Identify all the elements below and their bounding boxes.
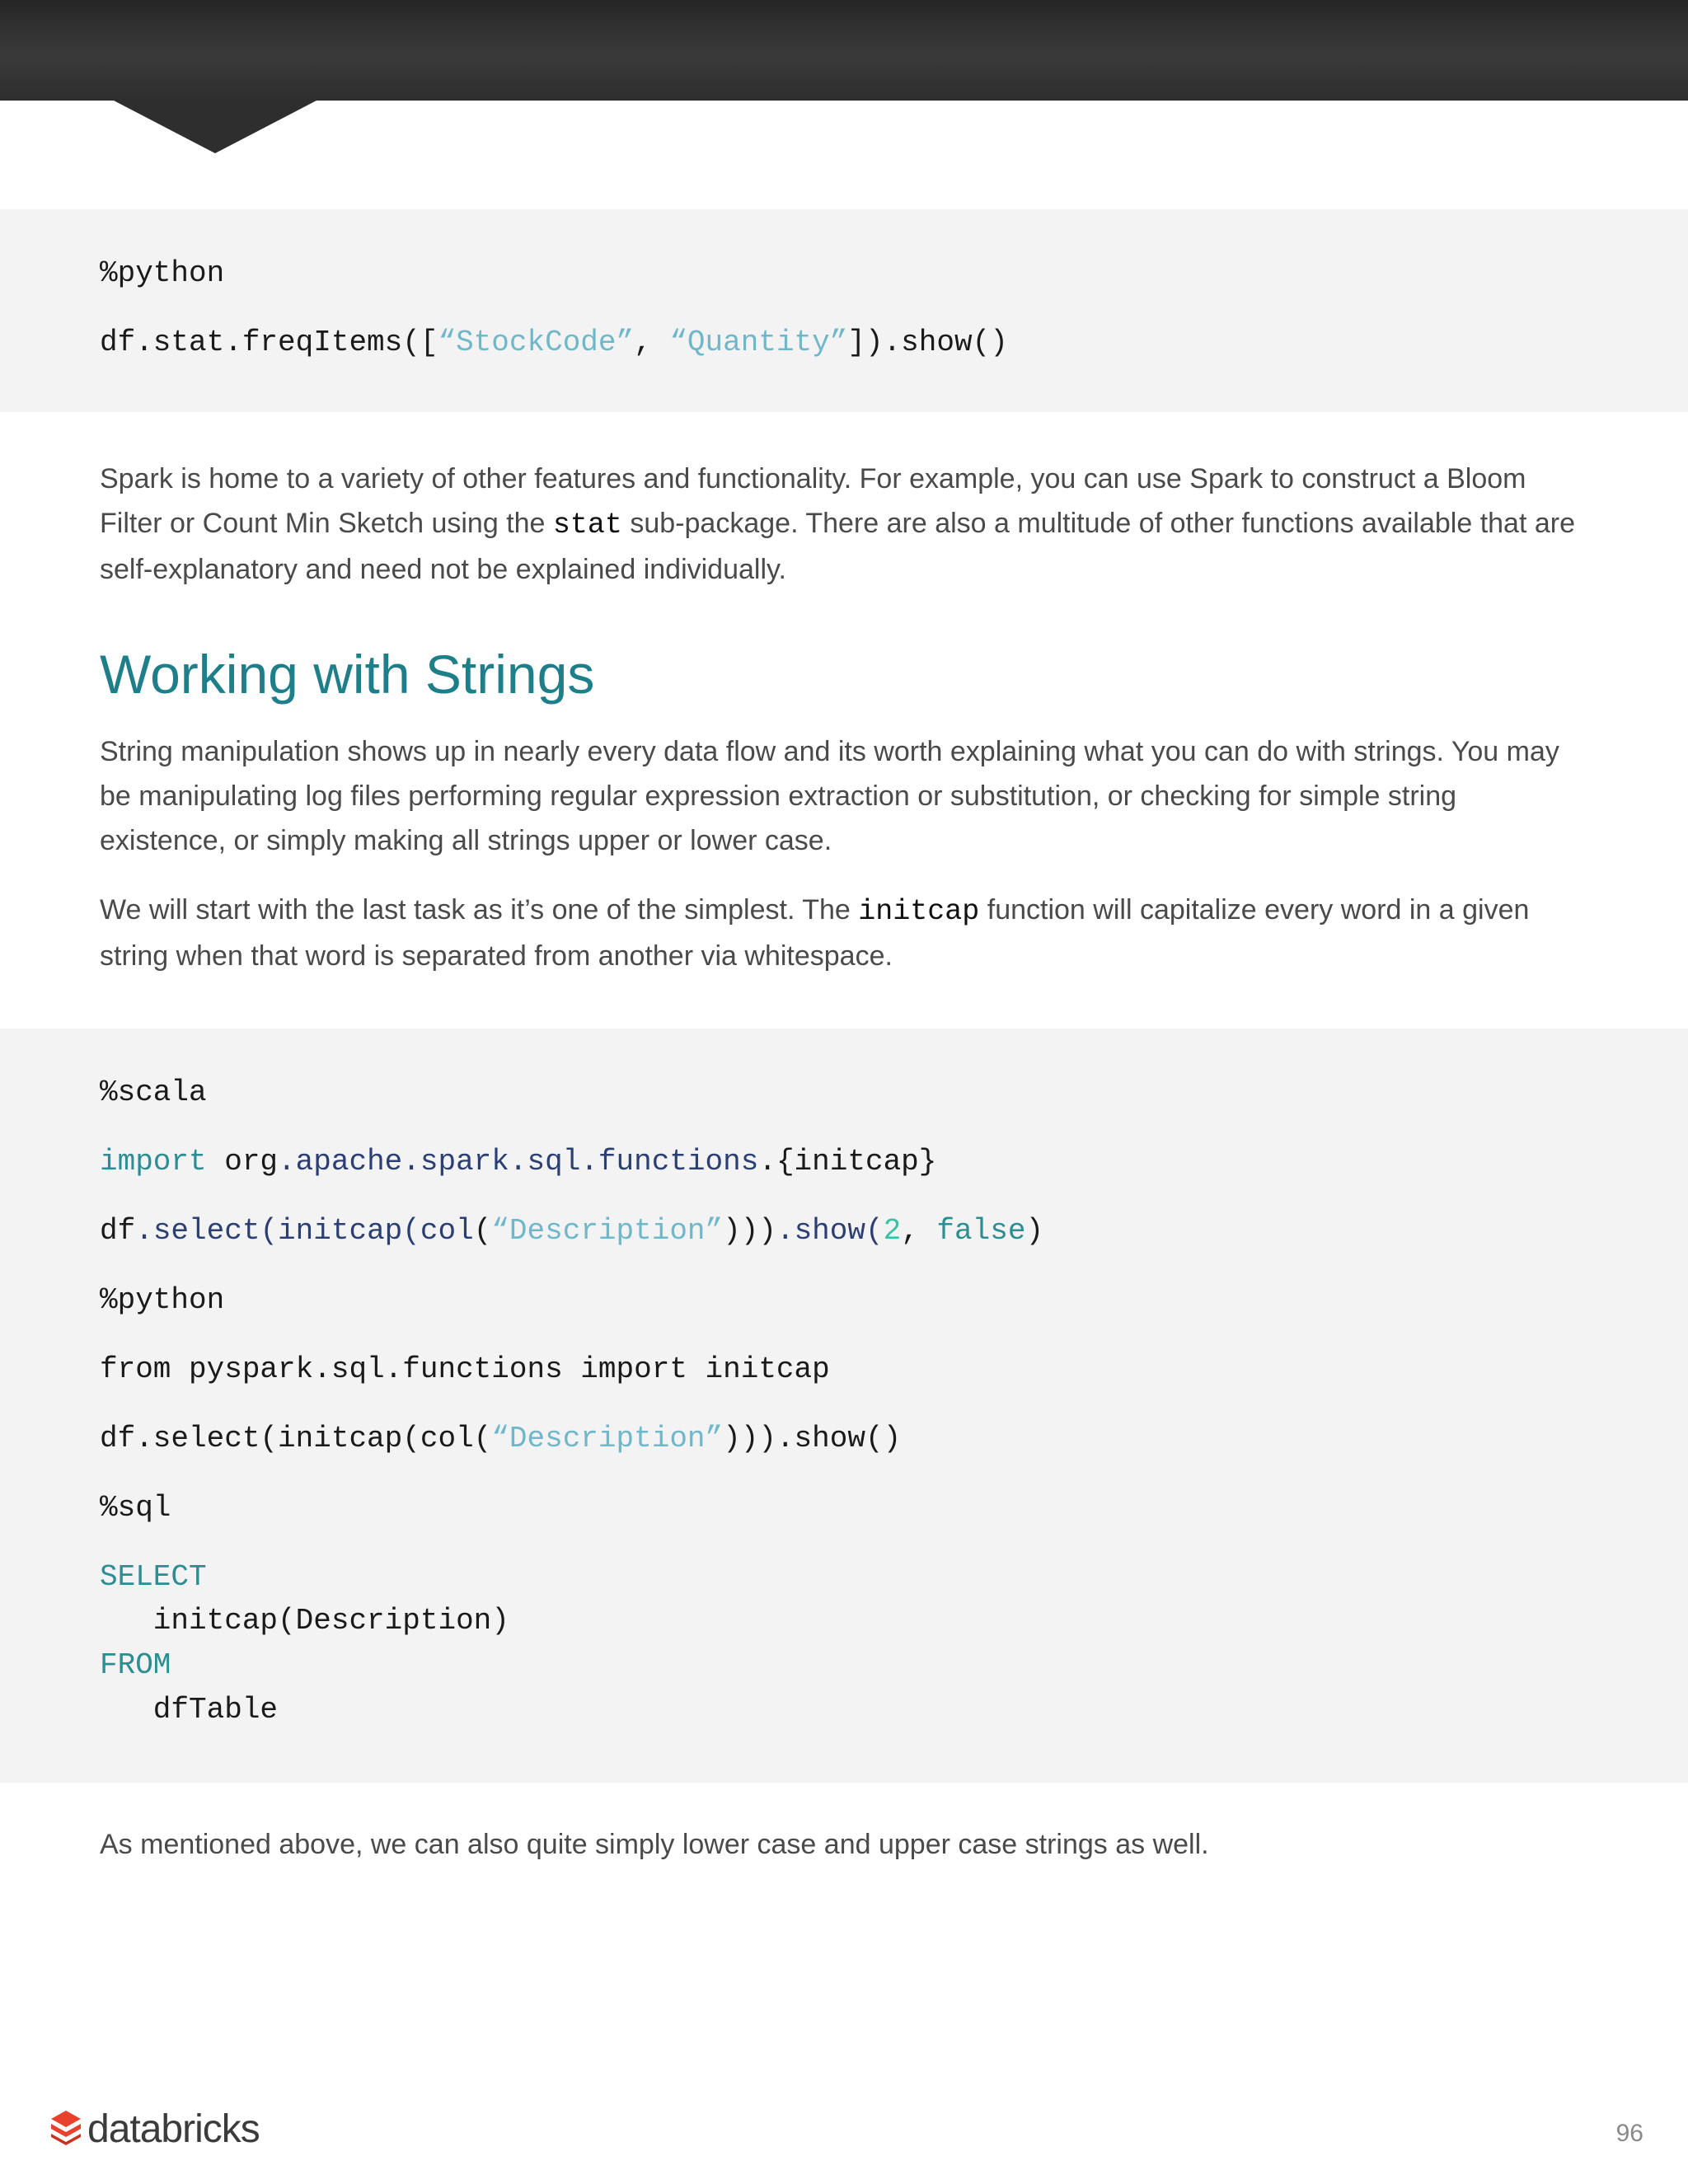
code-token: ))) [723, 1214, 776, 1248]
code-line [100, 1282, 224, 1319]
code-token: ]).show() [847, 326, 1008, 359]
code-line [100, 1603, 509, 1639]
code-token: ( [473, 1214, 492, 1248]
code-token: initcap(Description) [100, 1604, 509, 1638]
paragraph-case-note: As mentioned above, we can also quite simply lower case and upper case strings as well. [100, 1829, 1209, 1860]
code-token: from pyspark.sql.functions import initcap [100, 1352, 830, 1386]
paragraph-stat-intro [100, 457, 1583, 592]
paragraph-text: function will capitalize every word in a given string when that word is separated from another via whitespace. [100, 894, 1530, 972]
page-number: 96 [1615, 2120, 1643, 2147]
code-token: %python [100, 1283, 225, 1317]
code-token: “Description” [491, 1422, 724, 1455]
code-token: SELECT [100, 1560, 207, 1594]
code-line [100, 1075, 207, 1111]
paragraph-initcap-intro [100, 888, 1583, 978]
code-token: ) [1025, 1214, 1044, 1248]
code-line [100, 1490, 171, 1526]
code-token: df [100, 1214, 136, 1248]
paragraph-text: sub-package. There are also a multitude of other functions available that are self-explanatory and need not be explained individually. [100, 508, 1576, 585]
code-line [100, 1692, 278, 1728]
code-token: %scala [100, 1076, 207, 1109]
databricks-logo-icon [49, 2109, 82, 2149]
code-token: “Description” [491, 1214, 724, 1248]
code-token: .{initcap} [758, 1145, 937, 1179]
code-token: 2 [883, 1214, 902, 1248]
inline-code-stat: stat [552, 509, 622, 541]
code-token: %python [100, 256, 225, 290]
code-line [100, 1647, 171, 1684]
code-token: import [100, 1145, 207, 1179]
code-token: org [206, 1145, 279, 1179]
code-token: df.stat.freqItems([ [100, 326, 438, 359]
code-token: , [901, 1214, 937, 1248]
code-token: df.select(initcap(col( [100, 1422, 492, 1455]
logo-wordmark: databricks [87, 2107, 260, 2151]
code-line [100, 1144, 936, 1180]
code-line [100, 325, 1008, 361]
code-line [100, 1352, 830, 1388]
code-block-initcap [0, 1029, 1688, 1783]
code-line [100, 255, 224, 292]
code-token: , [634, 326, 670, 359]
code-token: “Quantity” [669, 326, 848, 359]
code-token: .select(initcap(col [135, 1214, 474, 1248]
footer-logo [49, 2107, 260, 2152]
header-notch [114, 101, 316, 153]
inline-code-initcap: initcap [858, 895, 980, 928]
header-band [0, 0, 1688, 101]
code-token: “StockCode” [438, 326, 635, 359]
section-heading: Working with Strings [100, 644, 595, 705]
code-token: .apache.spark.sql.functions [278, 1145, 759, 1179]
paragraph-text: We will start with the last task as it’s one of the simplest. The [100, 894, 859, 926]
code-line [100, 1213, 1043, 1249]
paragraph-text: Spark is home to a variety of other features and functionality. For example, you can use Spark to construct a Bloom Filter or Count Min Sketch using the [100, 463, 1526, 539]
code-token: false [936, 1214, 1026, 1248]
code-block-python-freqitems [0, 209, 1688, 412]
paragraph-strings-intro: String manipulation shows up in nearly every data flow and its worth explaining what you can do with strings. You may be manipulating log files performing regular expression extraction or substitution, or checking for simple string existence, or simply making all strings upper or lower case. [100, 736, 1559, 856]
code-token: %sql [100, 1491, 171, 1525]
code-token: dfTable [100, 1693, 279, 1727]
code-token: .show( [776, 1214, 884, 1248]
code-line [100, 1559, 207, 1596]
code-line [100, 1421, 901, 1457]
code-token: ))).show() [723, 1422, 902, 1455]
code-token: FROM [100, 1648, 171, 1682]
